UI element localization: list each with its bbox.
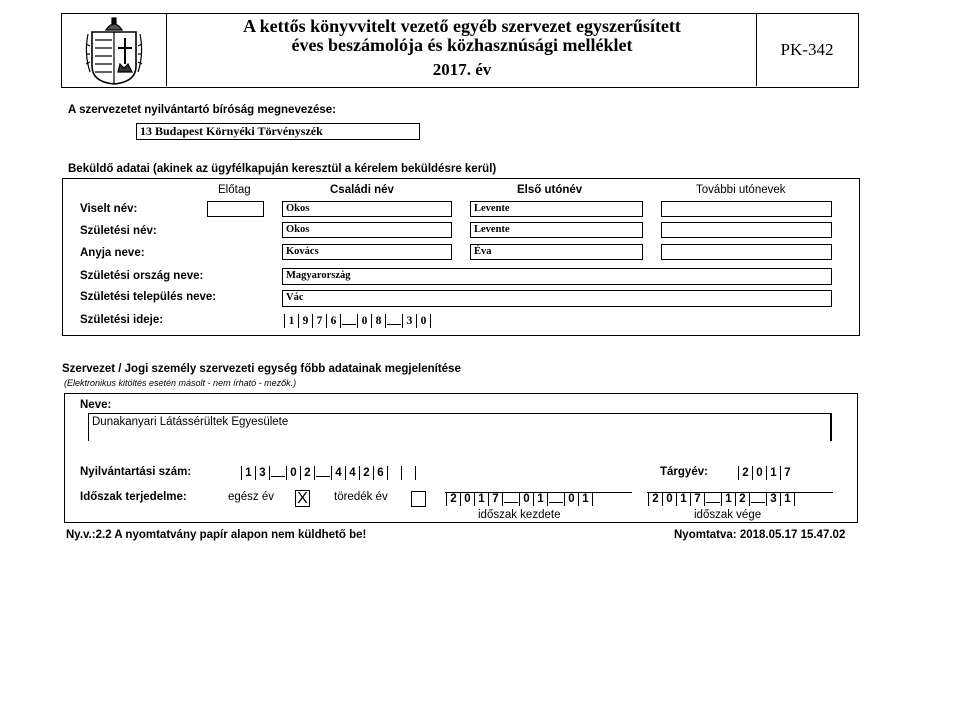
print-timestamp: Nyomtatva: 2018.05.17 15.47.02 [674, 529, 846, 541]
col-prefix-header: Előtag [218, 184, 251, 196]
birth-day-digit: 0 [416, 314, 431, 328]
tax-year-digit: 0 [752, 466, 766, 480]
birth-month-digit: 8 [371, 314, 386, 328]
date-separator [706, 495, 720, 503]
reg-digit: 6 [373, 466, 387, 480]
footer-note: Ny.v.:2.2 A nyomtatvány papír alapon nem küldhető be! [66, 529, 367, 541]
end-digit: 1 [676, 492, 690, 506]
birth-city-field: Vác [282, 290, 832, 307]
reg-digit: 1 [241, 466, 255, 480]
start-digit: 1 [578, 492, 593, 506]
reg-separator [316, 469, 330, 477]
partial-year-checkbox[interactable] [411, 491, 426, 507]
col-first-header: Első utónév [517, 184, 583, 196]
reg-digit: 2 [300, 466, 315, 480]
org-section-note: (Elektronikus kitöltés esetén másolt - nem írható - mezők.) [64, 378, 297, 388]
reg-digit: 4 [331, 466, 345, 480]
period-label: Időszak terjedelme: [80, 491, 187, 503]
form-code: PK-342 [780, 40, 834, 59]
worn-name-more-field [661, 201, 832, 217]
court-label: A szervezetet nyilvántartó bíróság megnevezése: [68, 104, 337, 116]
title-line-2: éves beszámolója és közhasznúsági melléklet [291, 35, 633, 55]
worn-name-first-field: Levente [470, 201, 643, 217]
reg-digit: 3 [255, 466, 270, 480]
birth-city-label: Születési település neve: [80, 291, 217, 303]
form-year: 2017. év [432, 60, 492, 79]
court-field: 13 Budapest Környéki Törvényszék [136, 123, 420, 140]
birth-year-digit: 6 [326, 314, 341, 328]
period-start-topline [445, 492, 632, 493]
col-family-header: Családi név [330, 184, 394, 196]
birth-month-digit: 0 [357, 314, 371, 328]
col-more-header: További utónevek [696, 184, 786, 196]
sender-section-label: Beküldő adatai (akinek az ügyfélkapuján keresztül a kérelem beküldésre kerül) [68, 163, 497, 175]
form-title [167, 14, 757, 86]
tax-year-digit: 2 [738, 466, 752, 480]
start-digit: 0 [460, 492, 474, 506]
start-digit: 0 [519, 492, 533, 506]
tax-year-label: Tárgyév: [660, 466, 708, 478]
mother-name-family-field: Kovács [282, 244, 452, 260]
end-digit: 2 [735, 492, 750, 506]
worn-name-label: Viselt név: [80, 203, 138, 215]
tax-year-digit: 1 [766, 466, 780, 480]
tax-year-digit: 7 [780, 466, 794, 480]
end-digit: 1 [721, 492, 735, 506]
start-digit: 7 [488, 492, 503, 506]
title-line-1: A kettős könyvvitelt vezető egyéb szervezet egyszerűsített [243, 16, 681, 36]
org-section-title: Szervezet / Jogi személy szervezeti egység főbb adatainak megjelenítése [62, 363, 461, 375]
start-digit: 1 [533, 492, 548, 506]
start-digit: 2 [446, 492, 460, 506]
birth-day-digit: 3 [402, 314, 416, 328]
org-name-field: Dunakanyari Látássérültek Egyesülete [88, 413, 832, 441]
birth-year-digit: 9 [298, 314, 312, 328]
end-digit: 0 [662, 492, 676, 506]
reg-digit: 4 [345, 466, 359, 480]
reg-digit [401, 466, 416, 480]
reg-digit: 2 [359, 466, 373, 480]
period-end-topline [647, 492, 833, 493]
end-digit: 1 [780, 492, 795, 506]
birth-name-family-field: Okos [282, 222, 452, 238]
start-digit: 0 [564, 492, 578, 506]
date-separator [504, 495, 518, 503]
end-digit: 3 [766, 492, 780, 506]
date-separator [751, 495, 765, 503]
period-start-label: időszak kezdete [478, 509, 561, 521]
mother-name-first-field: Éva [470, 244, 643, 260]
worn-name-prefix-field [207, 201, 264, 217]
date-separator [342, 317, 356, 325]
form-header [61, 13, 859, 88]
birth-country-field: Magyarország [282, 268, 832, 285]
birth-date-label: Születési ideje: [80, 314, 164, 326]
birth-country-label: Születési ország neve: [80, 270, 204, 282]
worn-name-family-field: Okos [282, 201, 452, 217]
reg-digit: 0 [286, 466, 300, 480]
birth-year-digit: 7 [312, 314, 326, 328]
mother-name-more-field [661, 244, 832, 260]
partial-year-label: töredék év [334, 491, 388, 503]
birth-name-label: Születési név: [80, 225, 157, 237]
date-separator [549, 495, 563, 503]
birth-year-digit: 1 [284, 314, 298, 328]
end-digit: 7 [690, 492, 705, 506]
coat-of-arms-logo [62, 14, 167, 86]
coat-of-arms-icon [62, 14, 167, 86]
reg-number-field [241, 466, 416, 480]
period-end-field [648, 492, 795, 506]
birth-name-more-field [661, 222, 832, 238]
birth-date-field [284, 314, 431, 328]
birth-name-first-field: Levente [470, 222, 643, 238]
end-digit: 2 [648, 492, 662, 506]
date-separator [387, 317, 401, 325]
start-digit: 1 [474, 492, 488, 506]
org-name-label: Neve: [80, 399, 112, 411]
whole-year-checkbox[interactable]: X [295, 490, 310, 507]
reg-digit [387, 466, 401, 480]
period-end-label: időszak vége [694, 509, 762, 521]
whole-year-label: egész év [228, 491, 275, 503]
mother-name-label: Anyja neve: [80, 247, 145, 259]
reg-number-label: Nyilvántartási szám: [80, 466, 192, 478]
tax-year-field [738, 466, 794, 480]
reg-separator [271, 469, 285, 477]
period-start-field [446, 492, 593, 506]
